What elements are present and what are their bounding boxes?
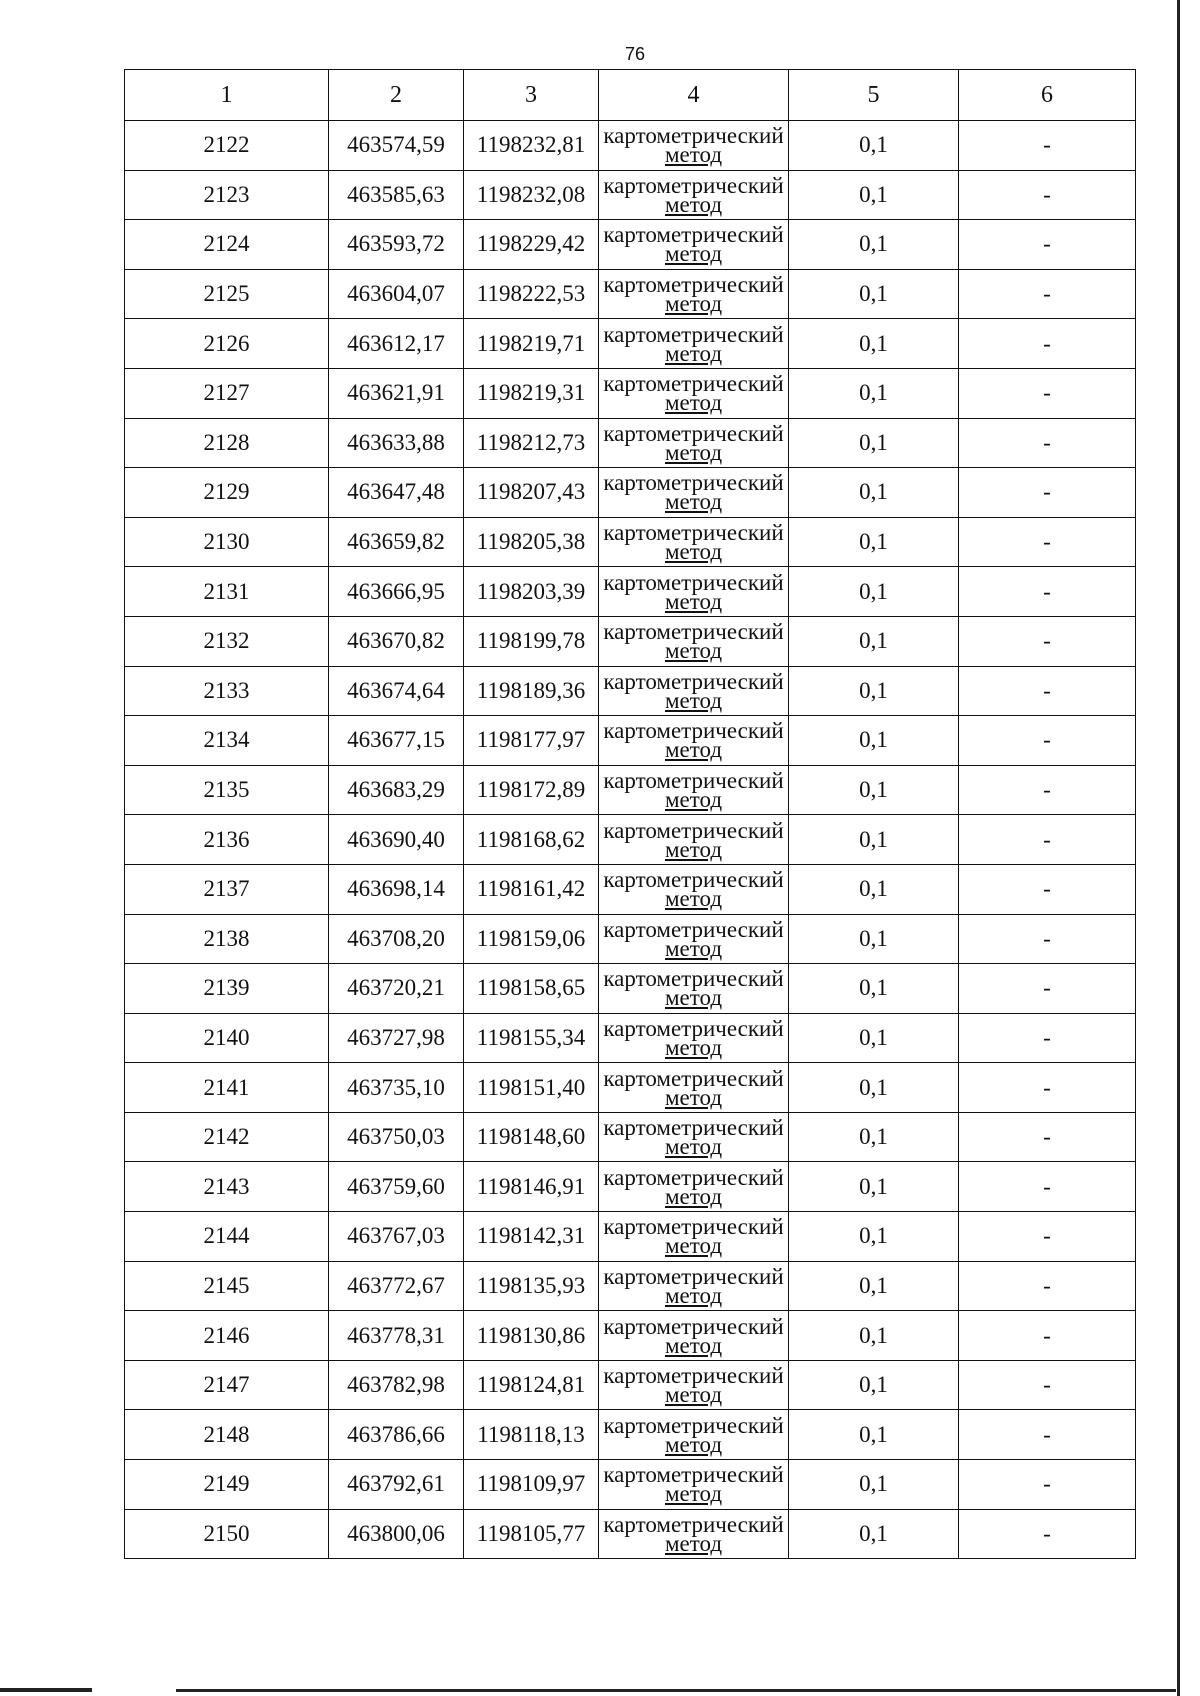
- method-cell: [599, 121, 789, 171]
- y-coordinate-cell: 1198219,71: [464, 319, 599, 369]
- method-cell: [599, 220, 789, 270]
- point-number-cell: 2145: [125, 1261, 329, 1311]
- table-row: [125, 1112, 1136, 1162]
- method-line-2: метод: [664, 390, 723, 416]
- table-row: [125, 1212, 1136, 1262]
- method-line-1: картометрический: [603, 1065, 784, 1091]
- method-line-2: метод: [664, 539, 723, 565]
- method-line-2: метод: [664, 935, 723, 961]
- method-cell: [599, 914, 789, 964]
- x-coordinate-cell: 463612,17: [329, 319, 464, 369]
- method-cell: [599, 1311, 789, 1361]
- method-cell: [599, 864, 789, 914]
- description-cell: -: [959, 914, 1136, 964]
- method-line-2: метод: [664, 836, 723, 862]
- method-line-2: метод: [664, 638, 723, 664]
- method-line-2: метод: [664, 1431, 723, 1457]
- point-number-cell: 2132: [125, 616, 329, 666]
- precision-cell: 0,1: [789, 319, 959, 369]
- method-line-2: метод: [664, 439, 723, 465]
- x-coordinate-cell: 463677,15: [329, 716, 464, 766]
- x-coordinate-cell: 463800,06: [329, 1509, 464, 1559]
- x-coordinate-cell: 463750,03: [329, 1112, 464, 1162]
- method-line-2: метод: [664, 1084, 723, 1110]
- point-number-cell: 2126: [125, 319, 329, 369]
- description-cell: -: [959, 716, 1136, 766]
- table-row: [125, 1162, 1136, 1212]
- method-line-2: метод: [664, 985, 723, 1011]
- precision-cell: 0,1: [789, 368, 959, 418]
- precision-cell: 0,1: [789, 567, 959, 617]
- method-line-1: картометрический: [603, 1511, 784, 1537]
- table-row: [125, 368, 1136, 418]
- method-cell: [599, 1460, 789, 1510]
- method-line-2: метод: [664, 1382, 723, 1408]
- method-line-1: картометрический: [603, 1115, 784, 1141]
- scan-bottom-dash: [0, 1688, 92, 1692]
- method-line-2: метод: [664, 1134, 723, 1160]
- point-number-cell: 2129: [125, 468, 329, 518]
- x-coordinate-cell: 463727,98: [329, 1013, 464, 1063]
- description-cell: -: [959, 765, 1136, 815]
- column-header: 3: [464, 70, 599, 121]
- point-number-cell: 2127: [125, 368, 329, 418]
- precision-cell: 0,1: [789, 1013, 959, 1063]
- point-number-cell: 2147: [125, 1360, 329, 1410]
- method-line-2: метод: [664, 340, 723, 366]
- x-coordinate-cell: 463792,61: [329, 1460, 464, 1510]
- x-coordinate-cell: 463759,60: [329, 1162, 464, 1212]
- point-number-cell: 2128: [125, 418, 329, 468]
- y-coordinate-cell: 1198232,81: [464, 121, 599, 171]
- scan-bottom-line: [176, 1689, 1176, 1692]
- table-row: [125, 1509, 1136, 1559]
- method-cell: [599, 1112, 789, 1162]
- description-cell: -: [959, 517, 1136, 567]
- y-coordinate-cell: 1198158,65: [464, 964, 599, 1014]
- method-cell: [599, 368, 789, 418]
- table-row: [125, 1311, 1136, 1361]
- precision-cell: 0,1: [789, 517, 959, 567]
- description-cell: -: [959, 269, 1136, 319]
- method-cell: [599, 567, 789, 617]
- method-line-1: картометрический: [603, 817, 784, 843]
- method-line-1: картометрический: [603, 619, 784, 645]
- precision-cell: 0,1: [789, 269, 959, 319]
- method-line-1: картометрический: [603, 1412, 784, 1438]
- point-number-cell: 2122: [125, 121, 329, 171]
- precision-cell: 0,1: [789, 815, 959, 865]
- point-number-cell: 2133: [125, 666, 329, 716]
- x-coordinate-cell: 463659,82: [329, 517, 464, 567]
- table-row: [125, 220, 1136, 270]
- y-coordinate-cell: 1198148,60: [464, 1112, 599, 1162]
- method-line-1: картометрический: [603, 420, 784, 446]
- x-coordinate-cell: 463786,66: [329, 1410, 464, 1460]
- point-number-cell: 2150: [125, 1509, 329, 1559]
- description-cell: -: [959, 170, 1136, 220]
- point-number-cell: 2135: [125, 765, 329, 815]
- description-cell: -: [959, 468, 1136, 518]
- point-number-cell: 2141: [125, 1063, 329, 1113]
- table-body: [125, 121, 1136, 1559]
- x-coordinate-cell: 463593,72: [329, 220, 464, 270]
- method-cell: [599, 716, 789, 766]
- description-cell: -: [959, 815, 1136, 865]
- method-line-1: картометрический: [603, 668, 784, 694]
- method-cell: [599, 1212, 789, 1262]
- method-line-1: картометрический: [603, 470, 784, 496]
- method-line-2: метод: [664, 1233, 723, 1259]
- y-coordinate-cell: 1198135,93: [464, 1261, 599, 1311]
- table-row: [125, 1460, 1136, 1510]
- x-coordinate-cell: 463574,59: [329, 121, 464, 171]
- y-coordinate-cell: 1198118,13: [464, 1410, 599, 1460]
- method-line-1: картометрический: [603, 1313, 784, 1339]
- y-coordinate-cell: 1198172,89: [464, 765, 599, 815]
- method-line-1: картометрический: [603, 1015, 784, 1041]
- description-cell: -: [959, 1311, 1136, 1361]
- method-line-2: метод: [664, 1034, 723, 1060]
- method-line-1: картометрический: [603, 966, 784, 992]
- point-number-cell: 2134: [125, 716, 329, 766]
- method-cell: [599, 1360, 789, 1410]
- method-cell: [599, 1410, 789, 1460]
- scan-edge-line: [1177, 0, 1180, 1696]
- table-row: [125, 666, 1136, 716]
- method-cell: [599, 1013, 789, 1063]
- point-number-cell: 2143: [125, 1162, 329, 1212]
- method-cell: [599, 666, 789, 716]
- x-coordinate-cell: 463698,14: [329, 864, 464, 914]
- method-cell: [599, 418, 789, 468]
- point-number-cell: 2131: [125, 567, 329, 617]
- method-cell: [599, 468, 789, 518]
- precision-cell: 0,1: [789, 1410, 959, 1460]
- y-coordinate-cell: 1198219,31: [464, 368, 599, 418]
- x-coordinate-cell: 463767,03: [329, 1212, 464, 1262]
- method-line-2: метод: [664, 1332, 723, 1358]
- method-cell: [599, 765, 789, 815]
- table-row: [125, 1261, 1136, 1311]
- table-row: [125, 418, 1136, 468]
- table-row: [125, 269, 1136, 319]
- page-number: 76: [624, 44, 646, 64]
- y-coordinate-cell: 1198229,42: [464, 220, 599, 270]
- precision-cell: 0,1: [789, 170, 959, 220]
- method-line-1: картометрический: [603, 1363, 784, 1389]
- method-line-2: метод: [664, 1183, 723, 1209]
- table-row: [125, 1063, 1136, 1113]
- point-number-cell: 2139: [125, 964, 329, 1014]
- table-row: [125, 468, 1136, 518]
- y-coordinate-cell: 1198161,42: [464, 864, 599, 914]
- y-coordinate-cell: 1198207,43: [464, 468, 599, 518]
- x-coordinate-cell: 463772,67: [329, 1261, 464, 1311]
- table-row: [125, 1410, 1136, 1460]
- x-coordinate-cell: 463621,91: [329, 368, 464, 418]
- description-cell: -: [959, 1261, 1136, 1311]
- method-line-1: картометрический: [603, 222, 784, 248]
- table-row: [125, 815, 1136, 865]
- precision-cell: 0,1: [789, 1261, 959, 1311]
- description-cell: -: [959, 1360, 1136, 1410]
- precision-cell: 0,1: [789, 1360, 959, 1410]
- description-cell: -: [959, 1460, 1136, 1510]
- y-coordinate-cell: 1198109,97: [464, 1460, 599, 1510]
- description-cell: -: [959, 964, 1136, 1014]
- method-cell: [599, 815, 789, 865]
- column-header: 1: [125, 70, 329, 121]
- method-line-1: картометрический: [603, 520, 784, 546]
- method-line-1: картометрический: [603, 916, 784, 942]
- point-number-cell: 2125: [125, 269, 329, 319]
- method-line-1: картометрический: [603, 718, 784, 744]
- description-cell: -: [959, 666, 1136, 716]
- description-cell: -: [959, 1112, 1136, 1162]
- precision-cell: 0,1: [789, 1063, 959, 1113]
- precision-cell: 0,1: [789, 914, 959, 964]
- point-number-cell: 2142: [125, 1112, 329, 1162]
- y-coordinate-cell: 1198212,73: [464, 418, 599, 468]
- y-coordinate-cell: 1198222,53: [464, 269, 599, 319]
- precision-cell: 0,1: [789, 716, 959, 766]
- y-coordinate-cell: 1198168,62: [464, 815, 599, 865]
- description-cell: -: [959, 864, 1136, 914]
- method-line-1: картометрический: [603, 272, 784, 298]
- table-header-row: [125, 70, 1136, 121]
- precision-cell: 0,1: [789, 1112, 959, 1162]
- method-cell: [599, 170, 789, 220]
- y-coordinate-cell: 1198155,34: [464, 1013, 599, 1063]
- precision-cell: 0,1: [789, 121, 959, 171]
- description-cell: -: [959, 1063, 1136, 1113]
- y-coordinate-cell: 1198105,77: [464, 1509, 599, 1559]
- table-row: [125, 319, 1136, 369]
- point-number-cell: 2140: [125, 1013, 329, 1063]
- method-line-2: метод: [664, 1282, 723, 1308]
- method-line-2: метод: [664, 1530, 723, 1556]
- method-cell: [599, 1063, 789, 1113]
- description-cell: -: [959, 1410, 1136, 1460]
- y-coordinate-cell: 1198146,91: [464, 1162, 599, 1212]
- method-line-2: метод: [664, 588, 723, 614]
- description-cell: -: [959, 1162, 1136, 1212]
- y-coordinate-cell: 1198189,36: [464, 666, 599, 716]
- method-line-2: метод: [664, 687, 723, 713]
- precision-cell: 0,1: [789, 1460, 959, 1510]
- precision-cell: 0,1: [789, 964, 959, 1014]
- y-coordinate-cell: 1198124,81: [464, 1360, 599, 1410]
- point-number-cell: 2149: [125, 1460, 329, 1510]
- precision-cell: 0,1: [789, 864, 959, 914]
- y-coordinate-cell: 1198203,39: [464, 567, 599, 617]
- point-number-cell: 2148: [125, 1410, 329, 1460]
- y-coordinate-cell: 1198177,97: [464, 716, 599, 766]
- table-row: [125, 765, 1136, 815]
- method-line-1: картометрический: [603, 321, 784, 347]
- point-number-cell: 2144: [125, 1212, 329, 1262]
- y-coordinate-cell: 1198151,40: [464, 1063, 599, 1113]
- description-cell: -: [959, 220, 1136, 270]
- method-cell: [599, 1509, 789, 1559]
- method-line-1: картометрический: [603, 1214, 784, 1240]
- method-cell: [599, 616, 789, 666]
- method-line-1: картометрический: [603, 123, 784, 149]
- y-coordinate-cell: 1198205,38: [464, 517, 599, 567]
- y-coordinate-cell: 1198142,31: [464, 1212, 599, 1262]
- column-header: 5: [789, 70, 959, 121]
- table-row: [125, 567, 1136, 617]
- method-line-1: картометрический: [603, 1164, 784, 1190]
- point-number-cell: 2137: [125, 864, 329, 914]
- point-number-cell: 2123: [125, 170, 329, 220]
- table-row: [125, 517, 1136, 567]
- method-line-1: картометрический: [603, 569, 784, 595]
- description-cell: -: [959, 567, 1136, 617]
- method-line-2: метод: [664, 489, 723, 515]
- y-coordinate-cell: 1198159,06: [464, 914, 599, 964]
- x-coordinate-cell: 463670,82: [329, 616, 464, 666]
- point-number-cell: 2138: [125, 914, 329, 964]
- method-line-2: метод: [664, 291, 723, 317]
- x-coordinate-cell: 463683,29: [329, 765, 464, 815]
- table-row: [125, 1360, 1136, 1410]
- point-number-cell: 2124: [125, 220, 329, 270]
- description-cell: -: [959, 121, 1136, 171]
- x-coordinate-cell: 463633,88: [329, 418, 464, 468]
- precision-cell: 0,1: [789, 616, 959, 666]
- table-row: [125, 1013, 1136, 1063]
- x-coordinate-cell: 463778,31: [329, 1311, 464, 1361]
- precision-cell: 0,1: [789, 418, 959, 468]
- method-line-1: картометрический: [603, 768, 784, 794]
- precision-cell: 0,1: [789, 1311, 959, 1361]
- x-coordinate-cell: 463690,40: [329, 815, 464, 865]
- method-cell: [599, 517, 789, 567]
- column-header: 6: [959, 70, 1136, 121]
- method-line-2: метод: [664, 191, 723, 217]
- table-row: [125, 964, 1136, 1014]
- x-coordinate-cell: 463585,63: [329, 170, 464, 220]
- method-line-2: метод: [664, 1481, 723, 1507]
- method-line-2: метод: [664, 886, 723, 912]
- table-row: [125, 716, 1136, 766]
- method-line-1: картометрический: [603, 1462, 784, 1488]
- description-cell: -: [959, 616, 1136, 666]
- precision-cell: 0,1: [789, 666, 959, 716]
- method-line-1: картометрический: [603, 371, 784, 397]
- description-cell: -: [959, 1013, 1136, 1063]
- y-coordinate-cell: 1198232,08: [464, 170, 599, 220]
- description-cell: -: [959, 1509, 1136, 1559]
- method-line-2: метод: [664, 737, 723, 763]
- x-coordinate-cell: 463647,48: [329, 468, 464, 518]
- method-cell: [599, 1261, 789, 1311]
- method-line-1: картометрический: [603, 1263, 784, 1289]
- method-cell: [599, 1162, 789, 1212]
- x-coordinate-cell: 463674,64: [329, 666, 464, 716]
- x-coordinate-cell: 463666,95: [329, 567, 464, 617]
- table-row: [125, 121, 1136, 171]
- description-cell: -: [959, 368, 1136, 418]
- table-row: [125, 914, 1136, 964]
- x-coordinate-cell: 463735,10: [329, 1063, 464, 1113]
- method-line-2: метод: [664, 241, 723, 267]
- precision-cell: 0,1: [789, 1162, 959, 1212]
- x-coordinate-cell: 463604,07: [329, 269, 464, 319]
- description-cell: -: [959, 319, 1136, 369]
- point-number-cell: 2136: [125, 815, 329, 865]
- method-cell: [599, 964, 789, 1014]
- method-cell: [599, 269, 789, 319]
- precision-cell: 0,1: [789, 765, 959, 815]
- method-line-1: картометрический: [603, 867, 784, 893]
- y-coordinate-cell: 1198199,78: [464, 616, 599, 666]
- precision-cell: 0,1: [789, 1509, 959, 1559]
- x-coordinate-cell: 463708,20: [329, 914, 464, 964]
- x-coordinate-cell: 463720,21: [329, 964, 464, 1014]
- method-cell: [599, 319, 789, 369]
- method-line-2: метод: [664, 142, 723, 168]
- precision-cell: 0,1: [789, 468, 959, 518]
- precision-cell: 0,1: [789, 1212, 959, 1262]
- point-number-cell: 2146: [125, 1311, 329, 1361]
- column-header: 2: [329, 70, 464, 121]
- method-line-2: метод: [664, 787, 723, 813]
- x-coordinate-cell: 463782,98: [329, 1360, 464, 1410]
- column-header: 4: [599, 70, 789, 121]
- table-row: [125, 170, 1136, 220]
- coordinates-table: [124, 69, 1136, 1559]
- table-row: [125, 616, 1136, 666]
- description-cell: -: [959, 418, 1136, 468]
- y-coordinate-cell: 1198130,86: [464, 1311, 599, 1361]
- precision-cell: 0,1: [789, 220, 959, 270]
- table-row: [125, 864, 1136, 914]
- description-cell: -: [959, 1212, 1136, 1262]
- point-number-cell: 2130: [125, 517, 329, 567]
- method-line-1: картометрический: [603, 172, 784, 198]
